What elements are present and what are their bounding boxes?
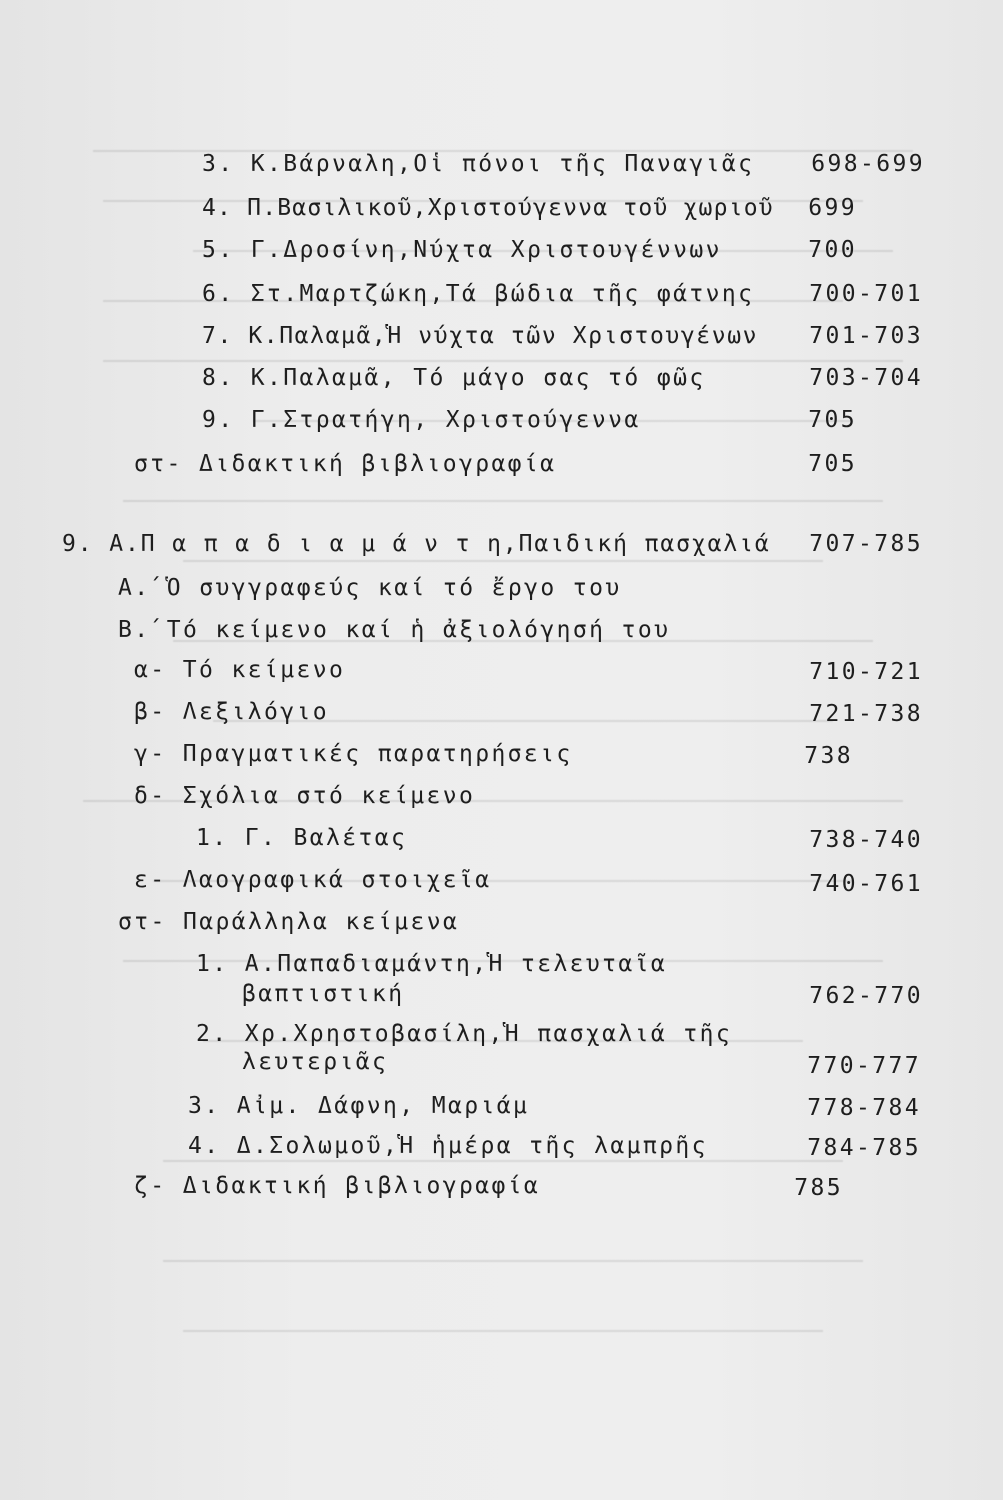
toc-entry-pages: 778-784 [807, 1095, 921, 1121]
toc-entry-pages: 762-770 [809, 983, 923, 1009]
toc-entry-text: 3. Αἰμ. Δάφνη, Μαριάμ [188, 1093, 530, 1119]
toc-entry-pages: 703-704 [809, 365, 923, 391]
toc-entry-text: 1. Α.Παπαδιαμάντη,Ἡ τελευταῖα [196, 951, 668, 977]
toc-entry-text: 3. Κ.Βάρναλη,Οἱ πόνοι τῆς Παναγιᾶς [202, 151, 755, 177]
toc-entry-pages: 721-738 [809, 701, 923, 727]
toc-entry-text-continued: λευτεριᾶς [242, 1049, 389, 1075]
toc-subsection-text: ζ- Διδακτική βιβλιογραφία [134, 1173, 541, 1199]
toc-entry-pages: 701-703 [809, 323, 923, 349]
toc-entry-pages: 740-761 [809, 871, 923, 897]
toc-entry-text: 1. Γ. Βαλέτας [196, 825, 408, 851]
toc-entry-text: 4. Δ.Σολωμοῦ,Ἡ ἡμέρα τῆς λαμπρῆς [188, 1133, 708, 1159]
toc-entry-pages: 698-699 [811, 151, 925, 177]
toc-subsection-text: ε- Λαογραφικά στοιχεῖα [134, 867, 492, 893]
toc-entry-pages: 770-777 [807, 1053, 921, 1079]
toc-entry-text: 7. Κ.Παλαμᾶ,Ἡ νύχτα τῶν Χριστουγένων [202, 323, 759, 349]
toc-entry-pages: 710-721 [809, 659, 923, 685]
toc-chapter-heading: 9. Α.Π α π α δ ι α μ ά ν τ η,Παιδική πασχαλιά [62, 531, 771, 557]
toc-subsection-text: α- Τό κείμενο [134, 657, 346, 683]
toc-entry-text: 5. Γ.Δροσίνη,Νύχτα Χριστουγέννων [202, 237, 722, 263]
toc-entry-pages: 785 [794, 1175, 843, 1201]
toc-entry-pages: 705 [808, 451, 857, 477]
toc-entry-text: 8. Κ.Παλαμᾶ, Τό μάγο σας τό φῶς [202, 365, 706, 391]
toc-entry-pages: 707-785 [809, 531, 923, 557]
toc-subsection-text: β- Λεξιλόγιο [134, 699, 329, 725]
toc-entry-text: 9. Γ.Στρατήγη, Χριστούγεννα [202, 407, 641, 433]
toc-entry-text: 2. Χρ.Χρηστοβασίλη,Ἡ πασχαλιά τῆς [196, 1021, 733, 1047]
toc-entry-text-continued: βαπτιστική [242, 981, 405, 1007]
toc-entry-pages: 700-701 [809, 281, 923, 307]
toc-entry-pages: 699 [808, 195, 857, 221]
toc-entry-text: 6. Στ.Μαρτζώκη,Τά βώδια τῆς φάτνης [202, 281, 755, 307]
toc-entry-pages: 784-785 [807, 1135, 921, 1161]
toc-entry-pages: 700 [808, 237, 857, 263]
toc-part-heading: Α.́ Ὁ συγγραφεύς καί τό ἔργο του [118, 575, 622, 601]
toc-part-heading: Β.́ Τό κείμενο καί ἡ ἀξιολόγησή του [118, 617, 671, 643]
toc-subsection-text: γ- Πραγματικές παρατηρήσεις [134, 741, 573, 767]
toc-subsection-text: δ- Σχόλια στό κείμενο [134, 783, 476, 809]
toc-subsection-text: στ- Διδακτική βιβλιογραφία [134, 451, 557, 477]
toc-entry-pages: 738 [804, 743, 853, 769]
toc-entry-text: 4. Π.Βασιλικοῦ,Χριστούγεννα τοῦ χωριοῦ [202, 195, 774, 221]
toc-subsection-text: στ- Παράλληλα κείμενα [118, 909, 460, 935]
toc-entry-pages: 738-740 [809, 827, 923, 853]
toc-entry-pages: 705 [808, 407, 857, 433]
